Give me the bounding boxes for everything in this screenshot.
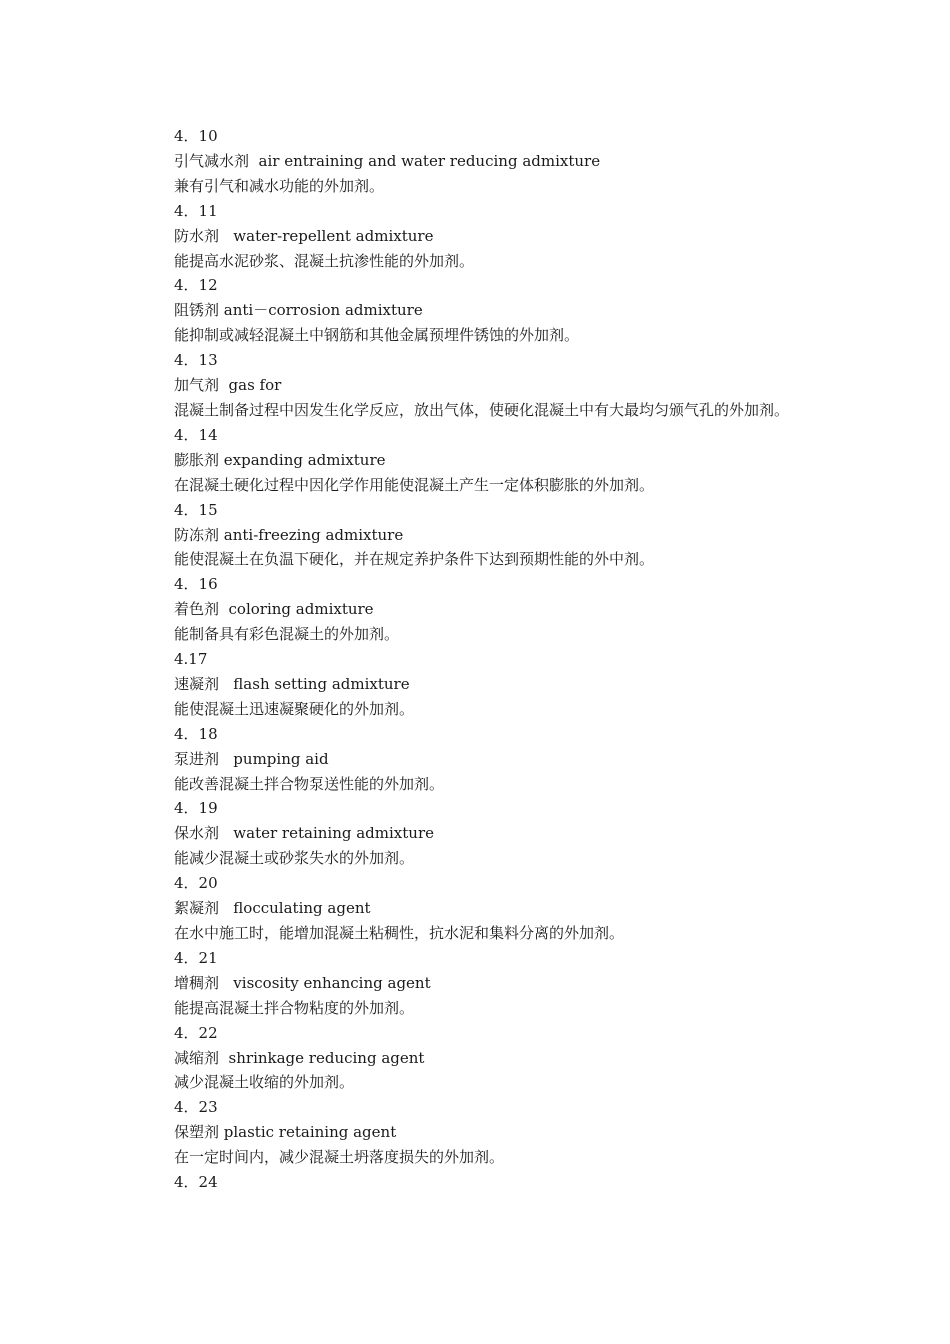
entry-term: 增稠剂 viscosity enhancing agent: [174, 973, 431, 992]
entry-number: 4．16: [174, 575, 218, 594]
entry-term: 膨胀剂 expanding admixture: [174, 450, 386, 469]
entry-number: 4．10: [174, 127, 218, 145]
entry-definition: 减少混凝土收缩的外加剂。: [174, 1073, 355, 1092]
entry-definition: 能制备具有彩色混凝土的外加剂。: [174, 625, 400, 644]
entry-term: 防水剂 water-repellent admixture: [174, 226, 434, 245]
entry-definition: 能改善混凝土拌合物泵送性能的外加剂。: [174, 774, 445, 793]
glossary-section: [141, 124, 813, 1195]
entry-number: 4．22: [174, 1023, 218, 1042]
entry-number: 4．19: [174, 799, 218, 818]
entry-number: 4.17: [174, 650, 208, 669]
entry-term: 保塑剂 plastic retaining agent: [174, 1123, 397, 1142]
entry-number: 4．20: [174, 874, 218, 893]
entry-term: 加气剂 gas for: [174, 376, 282, 395]
entry-number: 4．18: [174, 724, 218, 743]
entry-term: 保水剂 water retaining admixture: [174, 824, 434, 843]
entry-definition: 在混凝土硬化过程中因化学作用能使混凝土产生一定体积膨胀的外加剂。: [174, 475, 655, 494]
entry-term: 着色剂 coloring admixture: [174, 600, 374, 619]
entry-definition: 在一定时间内，减少混凝土坍落度损失的外加剂。: [174, 1148, 505, 1167]
entry-term: 阻锈剂 anti－corrosion admixture: [174, 301, 423, 320]
entry-term: 减缩剂 shrinkage reducing agent: [174, 1048, 425, 1067]
entry-number: 4．15: [174, 500, 218, 519]
entry-definition: 能提高水泥砂浆、混凝土抗渗性能的外加剂。: [174, 251, 475, 270]
entry-term: 引气减水剂 air entraining and water reducing admixture: [174, 151, 601, 170]
entry-definition: 混凝土制备过程中因发生化学反应，放出气体，使硬化混凝土中有大最均匀颁气孔的外加剂。: [174, 400, 790, 419]
entry-number: 4．21: [174, 948, 218, 967]
entry-term: 泵进剂 pumping aid: [174, 749, 329, 768]
entry-term: 防冻剂 anti-freezing admixture: [174, 525, 404, 544]
entry-number: 4．12: [174, 276, 218, 295]
entry-term: 速凝剂 flash setting admixture: [174, 674, 410, 693]
entry-definition: 能减少混凝土或砂浆失水的外加剂。: [174, 849, 415, 868]
entry-number: 4．23: [174, 1098, 218, 1117]
entry-definition: 在水中施工时，能增加混凝土粘稠性，抗水泥和集料分离的外加剂。: [174, 924, 625, 942]
entry-number: 4．13: [174, 351, 218, 370]
entry-definition: 能使混凝土迅速凝聚硬化的外加剂。: [174, 699, 415, 718]
entry-definition: 能使混凝土在负温下硬化，并在规定养护条件下达到预期性能的外中剂。: [174, 550, 655, 569]
entry-number: 4．24: [174, 1173, 218, 1192]
entry-definition: 能抑制或减轻混凝土中钢筋和其他金属预埋件锈蚀的外加剂。: [174, 326, 580, 345]
entry-term: 絮凝剂 flocculating agent: [174, 899, 371, 918]
entry-definition: 兼有引气和减水功能的外加剂。: [174, 176, 385, 195]
entry-number: 4．11: [174, 201, 218, 220]
entry-definition: 能提高混凝土拌合物粘度的外加剂。: [174, 998, 415, 1017]
entry-number: 4．14: [174, 425, 218, 444]
